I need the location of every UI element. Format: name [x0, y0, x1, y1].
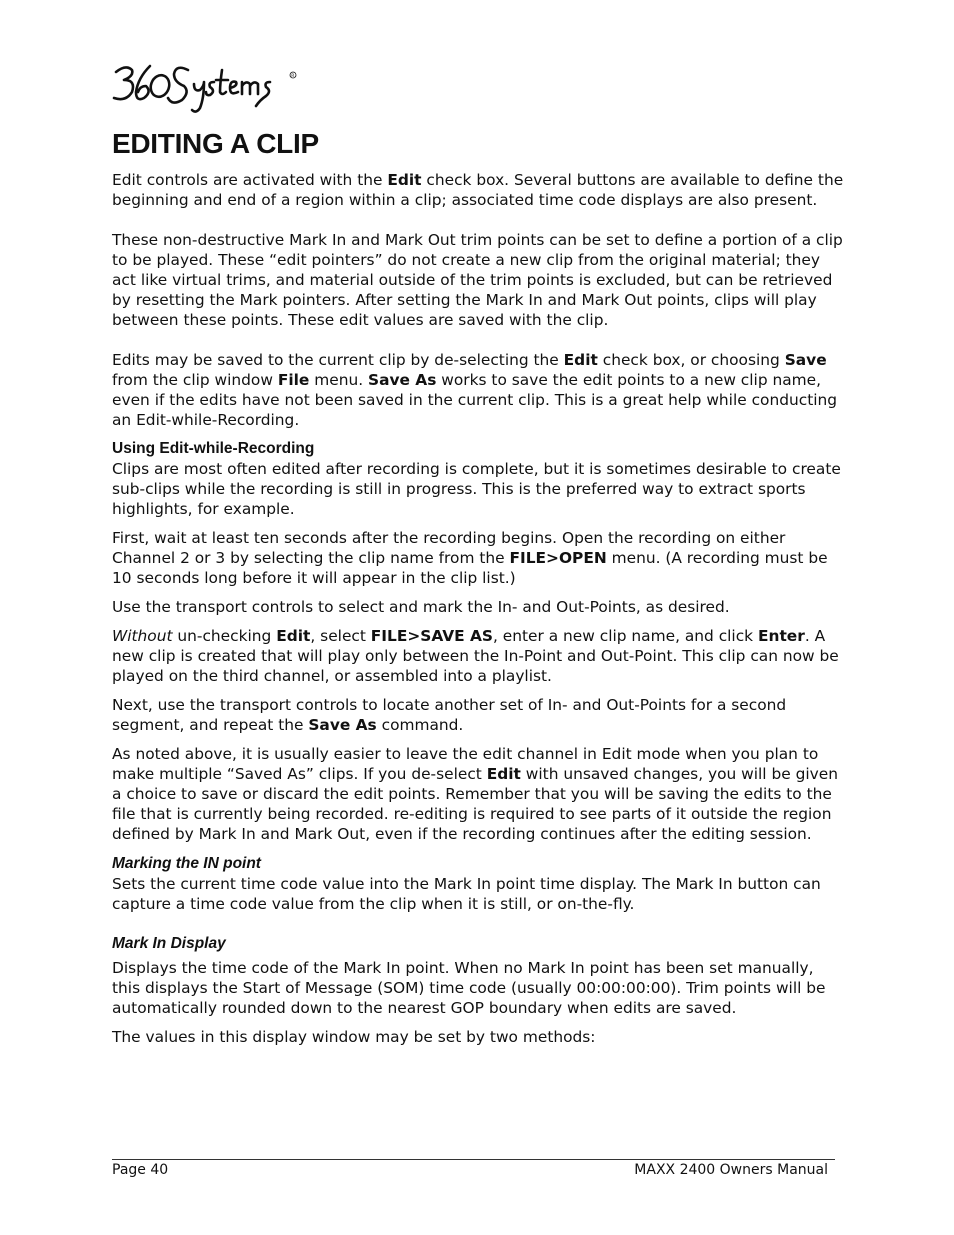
- page-content: [112, 127, 846, 1047]
- paragraph-without-unchecking: Without un-checking Edit, select FILE>SAVE AS, enter a new clip name, and click Enter. A new clip is created that will play only between the In-Point and Out-Point. This clip can now be played on the third channel, or assembled into a playlist.: [112, 627, 839, 685]
- page-number: Page 40: [112, 1162, 169, 1178]
- paragraph-saving-edits: Edits may be saved to the current clip by de-selecting the Edit check box, or choosing Save from the clip window File menu. Save As works to save the edit points to a new clip name, even if the edits have not been saved in the current clip. This is a great help while conducting an Edit-while-Recording.: [112, 351, 838, 429]
- paragraph-sub-clips: Clips are most often edited after recording is complete, but it is sometimes desirable to create sub-clips while the recording is still in progress. This is the preferred way to extract sports highlights, for example.: [112, 460, 841, 518]
- paragraph-first-wait: First, wait at least ten seconds after the recording begins. Open the recording on either Channel 2 or 3 by selecting the clip name from the FILE>OPEN menu. (A recording must be 10 seconds long before it will appear in the clip list.): [112, 529, 828, 587]
- paragraph-intro: Edit controls are activated with the Edit check box. Several buttons are available to define the beginning and end of a region within a clip; associated time code displays are also present.: [112, 171, 844, 209]
- logo-360-systems-icon: [110, 58, 310, 118]
- subheading-edit-while-recording: Using Edit-while-Recording: [112, 440, 315, 457]
- paragraph-transport: Use the transport controls to select and mark the In- and Out-Points, as desired.: [112, 598, 730, 616]
- paragraph-display-methods: The values in this display window may be set by two methods:: [112, 1028, 596, 1046]
- page-footer: [112, 1161, 828, 1179]
- paragraph-trim-points: These non-destructive Mark In and Mark Out trim points can be set to define a portion of a clip to be played. These “edit pointers” do not create a new clip from the original material; they act like virtual trims, and material outside of the trim points is excluded, but can be retrieved by resetting the Mark pointers. After setting the Mark In and Mark Out points, clips will play between these points. These edit values are saved with the clip.: [112, 231, 843, 329]
- manual-title: MAXX 2400 Owners Manual: [634, 1162, 828, 1178]
- paragraph-next-segment: Next, use the transport controls to locate another set of In- and Out-Points for a second segment, and repeat the Save As command.: [112, 696, 787, 734]
- company-logo: [110, 58, 310, 118]
- paragraph-marking-in-point: Sets the current time code value into the Mark In point time display. The Mark In button can capture a time code value from the clip when it is still, or on-the-fly.: [112, 875, 821, 913]
- svg-text:R: R: [291, 74, 295, 79]
- page-title: EDITING A CLIP: [112, 128, 319, 159]
- paragraph-as-noted: As noted above, it is usually easier to leave the edit channel in Edit mode when you plan to make multiple “Saved As” clips. If you de-select Edit with unsaved changes, you will be given a choice to save or discard the edit points. Remember that you will be saving the edits to the file that is currently being recorded. re-editing is required to see parts of it outside the region defined by Mark In and Mark Out, even if the recording continues after the editing session.: [112, 745, 838, 843]
- paragraph-mark-in-display: Displays the time code of the Mark In point. When no Mark In point has been set manually, this displays the Start of Message (SOM) time code (usually 00:00:00:00). Trim points will be automatically rounded down to the nearest GOP boundary when edits are saved.: [112, 959, 826, 1017]
- subheading-mark-in-display: Mark In Display: [112, 935, 226, 952]
- footer-divider: [112, 1159, 835, 1160]
- subheading-marking-in-point: Marking the IN point: [112, 855, 261, 872]
